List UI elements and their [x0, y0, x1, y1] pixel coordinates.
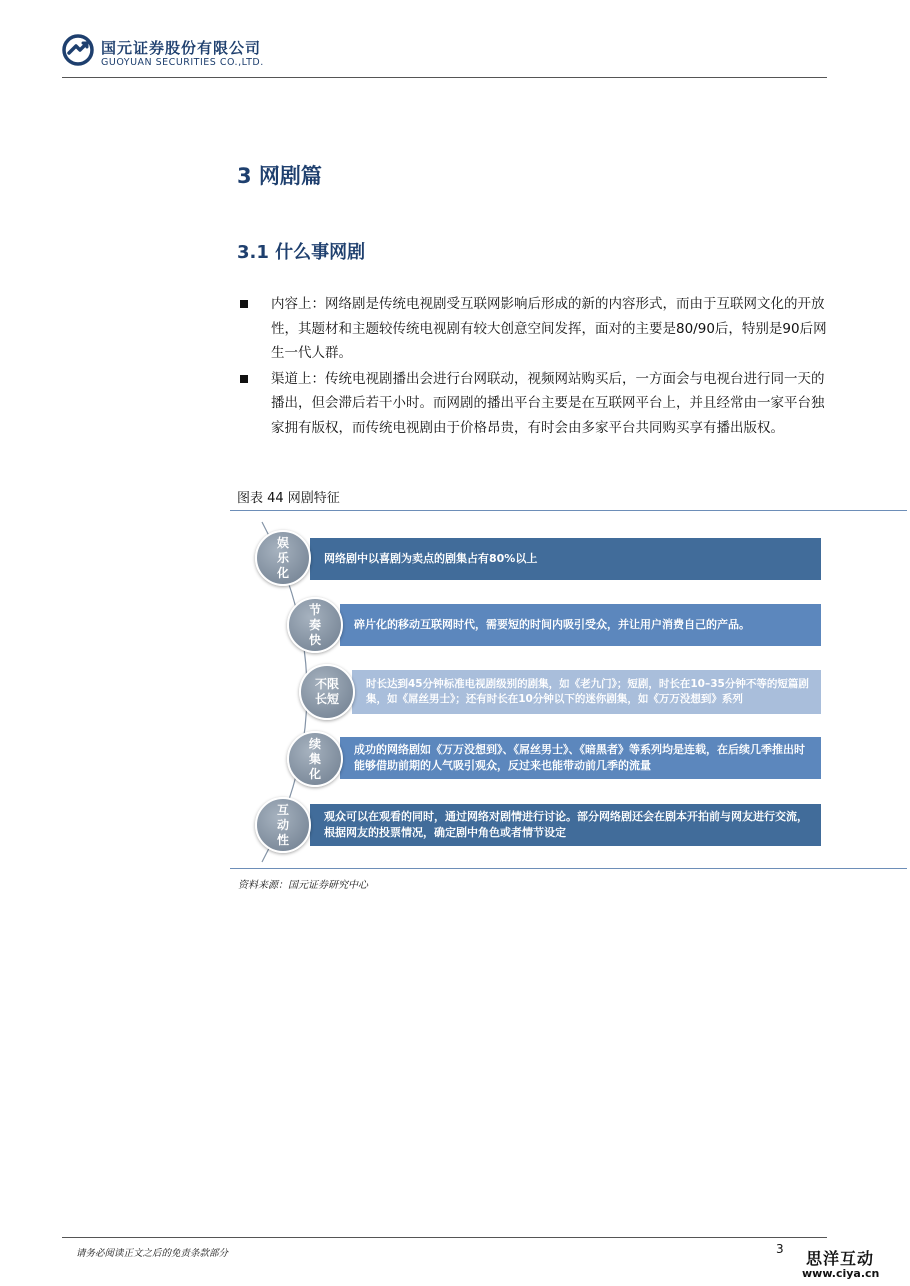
figure-source: 资料来源：国元证券研究中心: [238, 880, 368, 891]
company-name-cn: 国元证券股份有限公司: [101, 39, 262, 57]
feature-bar-any-length: [352, 670, 821, 714]
footer-divider: [62, 1237, 827, 1238]
figure-caption: 图表 44 网剧特征: [237, 491, 340, 506]
figure-top-rule: [230, 510, 907, 511]
footer-disclaimer: 请务必阅读正文之后的免责条款部分: [76, 1248, 229, 1259]
feature-circle-any-length: [299, 664, 355, 720]
company-name-en: GUOYUAN SECURITIES CO.,LTD.: [101, 57, 264, 68]
square-bullet-icon: [240, 300, 248, 308]
feature-circle-fast-pace: [287, 597, 343, 653]
watermark-brand: 思洋互动: [806, 1249, 875, 1268]
feature-label: 互动性: [276, 802, 289, 847]
feature-bar-fast-pace: [340, 604, 821, 646]
bullet-list: [237, 292, 827, 441]
section-title: 3 网剧篇: [237, 164, 322, 188]
feature-circle-entertainment: [255, 530, 311, 586]
bullet-text: 渠道上：传统电视剧播出会进行台网联动，视频网站购买后，一方面会与电视台进行同一天的播出，但会滞后若干小时。而网剧的播出平台主要是在互联网平台上，并且经常由一家平台独家拥有版权，而传统电视剧由于价格昂贵，有时会由多家平台共同购买享有播出版权。: [271, 370, 825, 436]
bullet-text: 内容上：网络剧是传统电视剧受互联网影响后形成的新的内容形式，而由于互联网文化的开放性，其题材和主题较传统电视剧有较大创意空间发挥，面对的主要是80/90后，特别是90后网生一代人群。: [271, 296, 827, 361]
subsection-title: 3.1 什么事网剧: [237, 242, 366, 263]
feature-bar-sequel: [340, 737, 821, 779]
watermark-url: www.ciya.cn: [802, 1267, 880, 1280]
feature-circle-sequel: [287, 731, 343, 787]
feature-text: 成功的网络剧如《万万没想到》、《屌丝男士》、《暗黑者》等系列均是连载，在后续几季推出时能够借助前期的人气吸引观众，反过来也能带动前几季的流量: [354, 743, 805, 772]
list-item: [237, 367, 827, 441]
feature-label: 娱乐化: [276, 535, 289, 580]
page-number: 3: [776, 1242, 784, 1256]
feature-text: 碎片化的移动互联网时代，需要短的时间内吸引受众，并让用户消费自己的产品。: [354, 618, 750, 631]
company-logo-icon: [62, 34, 94, 66]
feature-text: 时长达到45分钟标准电视剧级别的剧集，如《老九门》；短剧，时长在10–35分钟不等的短篇剧集，如《屌丝男士》；还有时长在10分钟以下的迷你剧集，如《万万没想到》系列: [366, 678, 809, 705]
feature-text: 观众可以在观看的同时，通过网络对剧情进行讨论。部分网络剧还会在剧本开拍前与网友进行交流，根据网友的投票情况，确定剧中角色或者情节设定: [324, 810, 808, 839]
feature-label: 续集化: [308, 736, 321, 781]
feature-bar-entertainment: [310, 538, 821, 580]
feature-bar-interaction: [310, 804, 821, 846]
feature-label: 不限长短: [314, 677, 339, 706]
square-bullet-icon: [240, 375, 248, 383]
list-item: [237, 292, 827, 366]
feature-label: 节奏快: [308, 602, 321, 647]
feature-circle-interaction: [255, 797, 311, 853]
feature-text: 网络剧中以喜剧为卖点的剧集占有80%以上: [324, 552, 538, 565]
figure-bottom-rule: [230, 868, 907, 869]
header-divider: [62, 77, 827, 78]
